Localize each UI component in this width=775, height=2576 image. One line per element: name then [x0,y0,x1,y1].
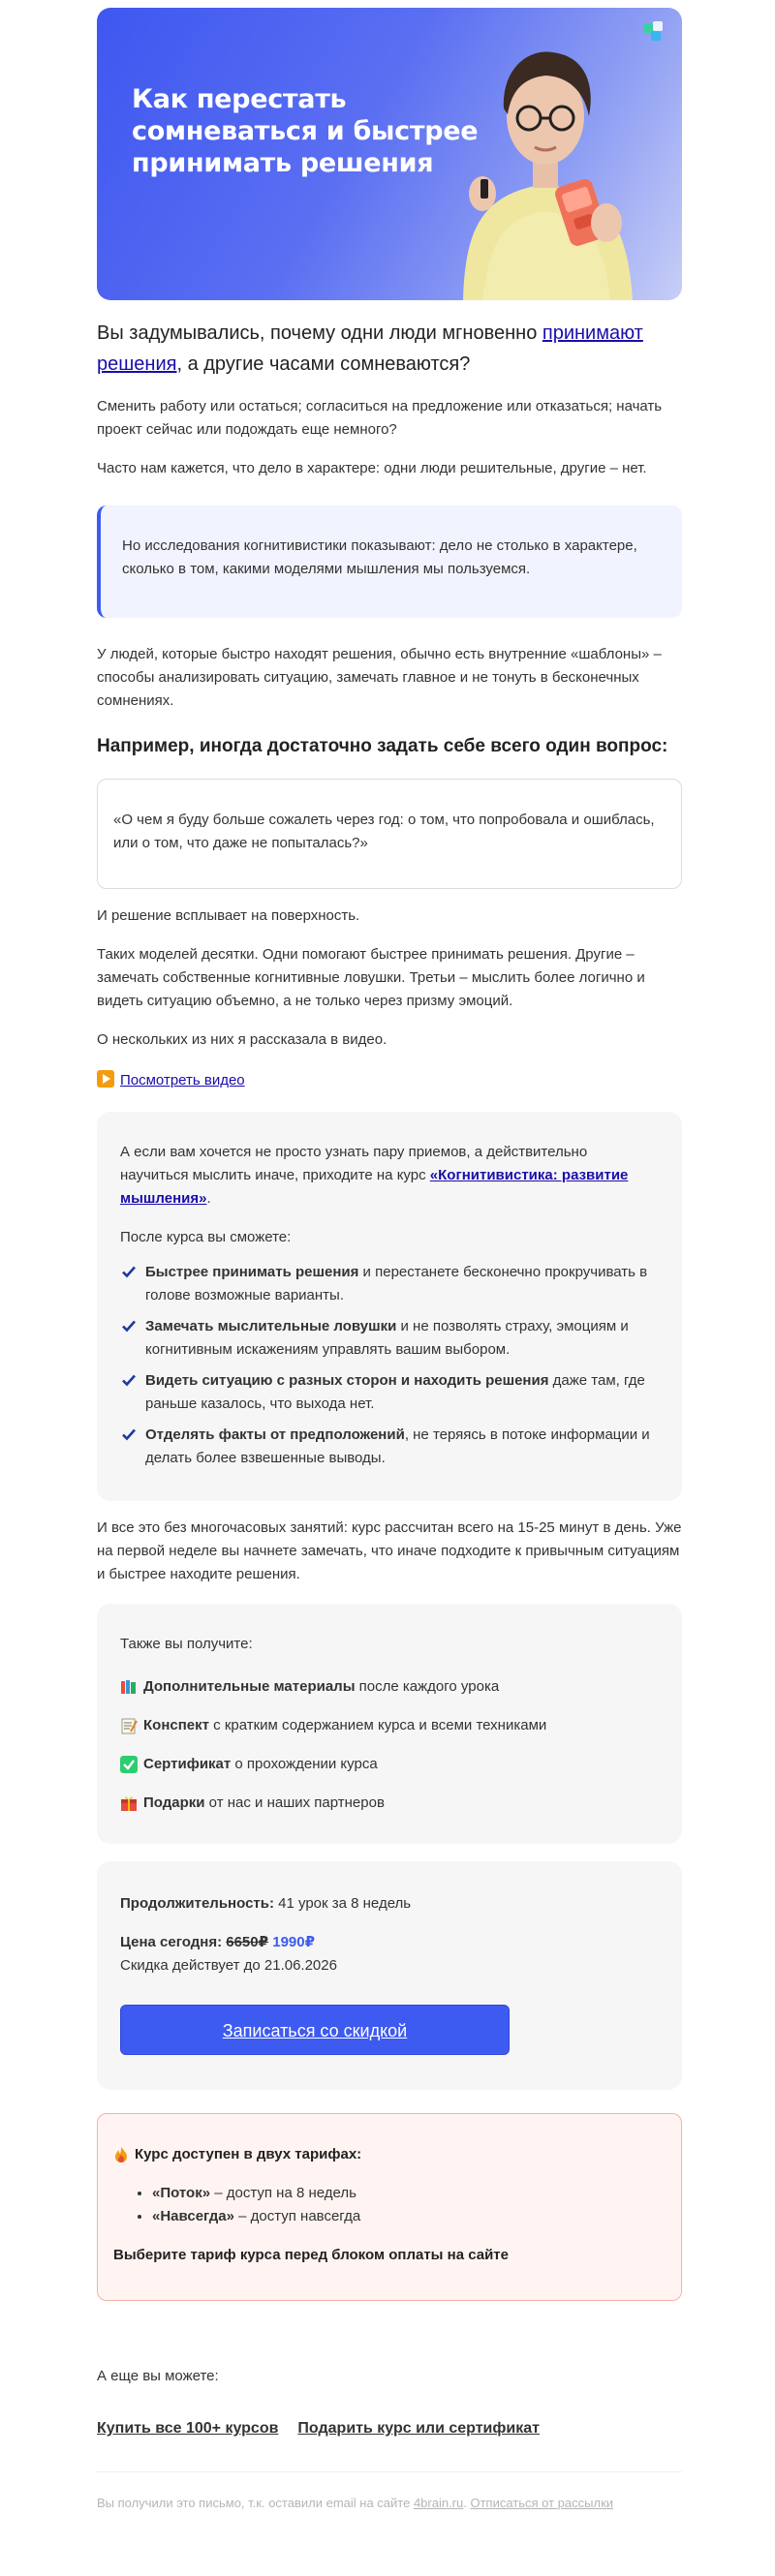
gift-course-link[interactable]: Подарить курс или сертификат [297,2420,540,2437]
question-text: «О чем я буду больше сожалеть через год: о том, что попробовала и ошиблась, или о том, что даже не попыталась?» [113,812,655,851]
watch-video-link[interactable]: Посмотреть видео [120,1072,245,1089]
new-price: 1990₽ [272,1934,316,1950]
check-icon [122,1373,136,1387]
check-icon [122,1427,136,1441]
research-quote-text: Но исследования когнитивистики показывают: дело не столько в характере, сколько в том, какими моделями мышления мы пользуемся. [122,537,637,577]
body-paragraph-5: Таких моделей десятки. Одни помогают быстрее принимать решения. Другие – замечать собственные когнитивные ловушки. Третьи – мыслить более логично и видеть ситуацию объемно, а не только через призму эмоций. [97,946,645,1009]
play-button-icon [97,1070,114,1088]
price-line: Цена сегодня: 6650₽ 1990₽ [120,1934,316,1950]
extras-label: Также вы получите: [120,1636,253,1652]
tariffs-heading: Курс доступен в двух тарифах: [113,2143,666,2166]
fire-icon [113,2146,129,2163]
email-content [97,8,682,2513]
intro-paragraph-1: Сменить работу или остаться; согласиться на предложение или отказаться; начать проект сейчас или подождать еще немного? [97,398,663,438]
more-options-label: А еще вы можете: [97,2368,219,2384]
list-item: Сертификат о прохождении курса [120,1753,659,1776]
list-item: Отделять факты от предположений, не теряясь в потоке информации и делать более взвешенные выводы. [120,1424,659,1470]
course-box [97,1112,682,1501]
check-icon [122,1265,136,1278]
gift-icon [120,1794,138,1812]
body-paragraph-6: О нескольких из них я рассказала в видео. [97,1031,388,1048]
benefits-list [120,1261,659,1470]
tariffs-note: Выберите тариф курса перед блоком оплаты на сайте [113,2247,509,2263]
tariffs-box [97,2113,682,2301]
decisions-link[interactable]: принимают решения [97,322,643,375]
tariffs-list [113,2182,666,2228]
pricing-box [97,1861,682,2090]
memo-icon [120,1717,138,1734]
site-link[interactable]: 4brain.ru [413,2496,464,2510]
intro-lead: Вы задумывались, почему одни люди мгновенно принимают решения, а другие часами сомневаются? [97,322,643,375]
list-item: Видеть ситуацию с разных сторон и находить решения даже там, где раньше казалось, что выхода нет. [120,1369,659,1416]
extras-box [97,1604,682,1844]
body-paragraph-4: И решение всплывает на поверхность. [97,907,360,924]
discount-note: Скидка действует до 21.06.2026 [120,1957,337,1974]
list-item: Замечать мыслительные ловушки и не позволять страху, эмоциям и когнитивным искажениям управлять вашим выбором. [120,1315,659,1362]
old-price: 6650₽ [226,1934,269,1950]
books-icon [120,1678,138,1696]
question-box [97,779,682,889]
footer-divider [97,2471,682,2472]
list-item: Подарки от нас и наших партнеров [120,1792,659,1815]
enroll-discount-button[interactable]: Записаться со скидкой [120,2005,510,2055]
check-mark-icon [120,1756,138,1773]
body-paragraph-3: У людей, которые быстро находят решения, обычно есть внутренние «шаблоны» – способы анализировать ситуацию, замечать главное и не тонуть в бесконечных сомнениях. [97,646,662,709]
list-item: • «Навсегда» – доступ навсегда [152,2205,666,2228]
list-item: Дополнительные материалы после каждого урока [120,1675,659,1699]
list-item: Конспект с кратким содержанием курса и всеми техниками [120,1714,659,1737]
research-quote-box [97,506,682,618]
question-subhead: Например, иногда достаточно задать себе всего один вопрос: [97,736,668,756]
video-line [97,1069,682,1092]
course-link[interactable]: «Когнитивистика: развитие мышления» [120,1167,629,1207]
buy-all-courses-link[interactable]: Купить все 100+ курсов [97,2420,279,2437]
list-item: • «Поток» – доступ на 8 недель [152,2182,666,2205]
hero-banner [97,8,682,300]
unsubscribe-link[interactable]: Отписаться от рассылки [470,2496,614,2510]
after-course-label: После курса вы сможете: [120,1229,292,1245]
list-item: Быстрее принимать решения и перестанете бесконечно прокручивать в голове возможные варианты. [120,1261,659,1307]
hero-title: Как перестать сомневаться и быстрее принимать решения [132,84,479,178]
footer-text: Вы получили это письмо, т.к. оставили email на сайте 4brain.ru. Отписаться от рассылки [97,2496,614,2510]
course-intro: А если вам хочется не просто узнать пару приемов, а действительно научиться мыслить иначе, приходите на курс «Когнитивистика: развитие мышления». [120,1144,629,1207]
presenter-photo [444,19,647,300]
intro-paragraph-2: Часто нам кажется, что дело в характере: одни люди решительные, другие – нет. [97,460,647,476]
check-icon [122,1319,136,1333]
duration-line: Продолжительность: 41 урок за 8 недель [120,1895,412,1912]
course-time-paragraph: И все это без многочасовых занятий: курс рассчитан всего на 15-25 минут в день. Уже на первой неделе вы начнете замечать, что иначе подходите к привычным ситуациям и быстрее находите решения. [97,1519,682,1582]
more-links [97,2417,682,2440]
